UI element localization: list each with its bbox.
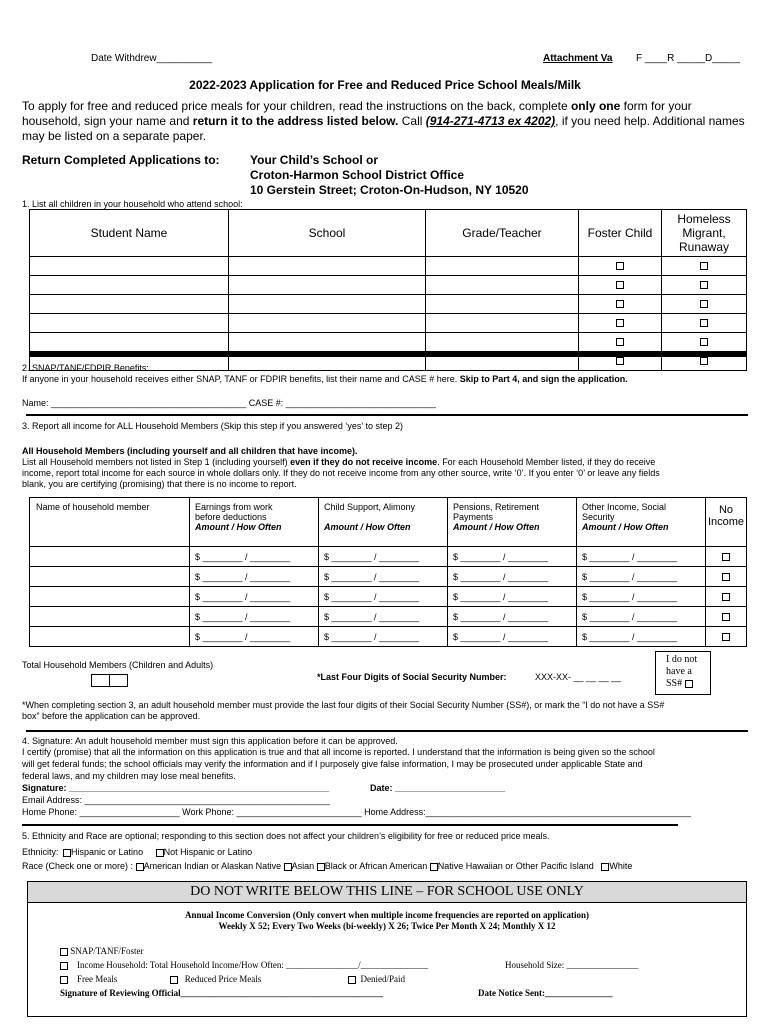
return-address: Your Child’s School or Croton-Harmon School District Office 10 Gerstein Street; Croton-On-Hudson, NY 10520	[250, 153, 529, 197]
other-income-cell[interactable]: $ ________ / ________	[577, 627, 706, 647]
header-other-income: Other Income, Social Security Amount / How Often	[577, 498, 706, 547]
student-name-cell[interactable]	[30, 295, 229, 314]
foster-cell	[579, 333, 662, 352]
step2-name-case[interactable]: Name: _______________________________________ CASE #: ______________________________	[22, 398, 436, 408]
header-no-income: No Income	[706, 498, 747, 547]
ethnicity-row: Ethnicity: Hispanic or Latino Not Hispanic or Latino	[22, 847, 253, 857]
divider-bar	[29, 351, 747, 357]
no-income-cell	[706, 567, 747, 587]
student-name-cell[interactable]	[30, 257, 229, 276]
grade-teacher-cell[interactable]	[426, 333, 579, 352]
other-income-cell[interactable]: $ ________ / ________	[577, 567, 706, 587]
step4-heading: 4. Signature: An adult household member must sign this application before it can be approved.	[22, 736, 398, 746]
office-date-notice[interactable]: Date Notice Sent:_______________	[478, 988, 613, 998]
child-row	[30, 314, 747, 333]
member-name-cell[interactable]	[30, 587, 190, 607]
grade-teacher-cell[interactable]	[426, 295, 579, 314]
office-income-row: Income Household: Total Household Income/How Often: ________________/_______________	[60, 960, 428, 970]
household-member-row	[30, 607, 747, 627]
foster-cell	[579, 295, 662, 314]
signature-field[interactable]: Signature: ____________________________________________________	[22, 783, 330, 793]
pensions-cell[interactable]: $ ________ / ________	[448, 627, 577, 647]
earnings-cell[interactable]: $ ________ / ________	[190, 587, 319, 607]
other-income-cell[interactable]: $ ________ / ________	[577, 547, 706, 567]
homeless-checkbox[interactable]	[700, 300, 708, 308]
office-use-banner: DO NOT WRITE BELOW THIS LINE – FOR SCHOOL USE ONLY	[27, 881, 747, 903]
pensions-cell[interactable]: $ ________ / ________	[448, 547, 577, 567]
children-table	[29, 209, 747, 371]
not-hispanic-checkbox[interactable]	[156, 849, 164, 857]
return-label: Return Completed Applications to:	[22, 153, 220, 167]
homeless-checkbox[interactable]	[700, 281, 708, 289]
pensions-cell[interactable]: $ ________ / ________	[448, 587, 577, 607]
header-child-support: Child Support, Alimony Amount / How Often	[319, 498, 448, 547]
total-members-label: Total Household Members (Children and Adults)	[22, 660, 214, 670]
form-title: 2022-2023 Application for Free and Reduced Price School Meals/Milk	[189, 78, 581, 92]
child-row	[30, 295, 747, 314]
household-member-row	[30, 567, 747, 587]
homeless-checkbox[interactable]	[700, 262, 708, 270]
race-asian-checkbox[interactable]	[284, 863, 292, 871]
conversion-line-1: Annual Income Conversion (Only convert when multiple income frequencies are reported on application)	[185, 910, 589, 920]
no-ssn-box: I do not have a SS#	[655, 651, 711, 695]
header-household-member: Name of household member	[30, 498, 190, 547]
office-denied-checkbox[interactable]	[348, 976, 356, 984]
no-income-checkbox[interactable]	[722, 593, 730, 601]
office-free-row: Free Meals	[60, 974, 117, 984]
race-black-checkbox[interactable]	[317, 863, 325, 871]
foster-checkbox[interactable]	[616, 262, 624, 270]
grade-teacher-cell[interactable]	[426, 257, 579, 276]
grade-teacher-cell[interactable]	[426, 276, 579, 295]
school-cell[interactable]	[229, 333, 426, 352]
status-codes: F ____R _____D_____	[636, 53, 740, 64]
header-grade-teacher: Grade/Teacher	[426, 210, 579, 257]
student-name-cell[interactable]	[30, 333, 229, 352]
hispanic-checkbox[interactable]	[63, 849, 71, 857]
office-reduced-row: Reduced Price Meals	[170, 974, 261, 984]
no-income-cell	[706, 587, 747, 607]
no-income-cell	[706, 547, 747, 567]
intro-paragraph: To apply for free and reduced price meals for your children, read the instructions on the back, complete only one form for your household, sign your name and return it to the address listed below. Call (914-271-4713 ex 4202), if you need help. Additional names may be listed on a separate paper.	[22, 99, 745, 143]
step4-text1: I certify (promise) that all the information on this application is true and that all income is reported. I understand that the information is being given so the school	[22, 747, 655, 757]
office-income-checkbox[interactable]	[60, 962, 68, 970]
foster-checkbox[interactable]	[616, 300, 624, 308]
child-support-cell[interactable]: $ ________ / ________	[319, 627, 448, 647]
step5-heading: 5. Ethnicity and Race are optional; responding to this section does not affect your children’s eligibility for free or reduced price meals.	[22, 831, 550, 841]
income-table	[29, 497, 747, 647]
step3-text3: blank, you are certifying (promising) that there is no income to report.	[22, 479, 297, 489]
step4-text2: will get federal funds; the school officials may verify the information and if I purposely give false information, I may be prosecuted under applicable State and	[22, 759, 643, 769]
homeless-cell	[662, 314, 747, 333]
homeless-cell	[662, 257, 747, 276]
other-income-cell[interactable]: $ ________ / ________	[577, 587, 706, 607]
no-income-cell	[706, 627, 747, 647]
member-name-cell[interactable]	[30, 567, 190, 587]
child-row	[30, 257, 747, 276]
student-name-cell[interactable]	[30, 276, 229, 295]
step3-text1: List all Household members not listed in Step 1 (including yourself) even if they do not receive income. For each Household Member listed, if they do receive	[22, 457, 656, 467]
foster-checkbox[interactable]	[616, 319, 624, 327]
header-homeless: Homeless Migrant, Runaway	[662, 210, 747, 257]
member-name-cell[interactable]	[30, 547, 190, 567]
no-income-checkbox[interactable]	[722, 613, 730, 621]
earnings-cell[interactable]: $ ________ / ________	[190, 607, 319, 627]
ssn-note-1: *When completing section 3, an adult household member must provide the last four digits of their Social Security Number (SS#), or mark the “I do not have a SS#	[22, 700, 665, 710]
earnings-cell[interactable]: $ ________ / ________	[190, 567, 319, 587]
no-ssn-checkbox[interactable]	[685, 680, 693, 688]
other-income-cell[interactable]: $ ________ / ________	[577, 607, 706, 627]
foster-checkbox[interactable]	[616, 281, 624, 289]
homeless-cell	[662, 276, 747, 295]
school-cell[interactable]	[229, 276, 426, 295]
school-cell[interactable]	[229, 295, 426, 314]
race-row: Race (Check one or more) : American Indian or Alaskan Native Asian Black or African American Native Hawaiian or Other Pacific Island White	[22, 861, 633, 871]
homeless-cell	[662, 295, 747, 314]
ssn-note-2: box” before the application can be approved.	[22, 711, 201, 721]
homeless-checkbox[interactable]	[700, 357, 708, 365]
header-pensions: Pensions, Retirement Payments Amount / How Often	[448, 498, 577, 547]
foster-cell	[579, 257, 662, 276]
step2-text: If anyone in your household receives either SNAP, TANF or FDPIR benefits, list their name and CASE # here. Skip to Part 4, and sign the application.	[22, 374, 628, 384]
pensions-cell[interactable]: $ ________ / ________	[448, 567, 577, 587]
total-members-input[interactable]	[91, 674, 128, 687]
homeless-checkbox[interactable]	[700, 338, 708, 346]
race-american-indian-checkbox[interactable]	[136, 863, 144, 871]
pensions-cell[interactable]: $ ________ / ________	[448, 607, 577, 627]
household-member-row	[30, 587, 747, 607]
child-support-cell[interactable]: $ ________ / ________	[319, 547, 448, 567]
conversion-line-2: Weekly X 52; Every Two Weeks (bi-weekly) X 26; Twice Per Month X 24; Monthly X 12	[218, 921, 556, 931]
foster-cell	[579, 276, 662, 295]
foster-checkbox[interactable]	[616, 338, 624, 346]
attachment-label: Attachment Va	[543, 53, 613, 64]
earnings-cell[interactable]: $ ________ / ________	[190, 547, 319, 567]
earnings-cell[interactable]: $ ________ / ________	[190, 627, 319, 647]
header-earnings: Earnings from work before deductions Amount / How Often	[190, 498, 319, 547]
ssn-label: *Last Four Digits of Social Security Number:	[317, 672, 507, 682]
step3-heading: 3. Report all income for ALL Household Members (Skip this step if you answered ‘yes’ to step 2)	[22, 421, 404, 431]
child-support-cell[interactable]: $ ________ / ________	[319, 587, 448, 607]
child-support-cell[interactable]: $ ________ / ________	[319, 607, 448, 627]
homeless-checkbox[interactable]	[700, 319, 708, 327]
member-name-cell[interactable]	[30, 607, 190, 627]
header-school: School	[229, 210, 426, 257]
office-household-size[interactable]: Household Size: ________________	[505, 960, 639, 970]
foster-cell	[579, 314, 662, 333]
date-field[interactable]: Date: ______________________	[370, 783, 506, 793]
no-income-checkbox[interactable]	[722, 553, 730, 561]
child-row	[30, 333, 747, 352]
office-denied-row: Denied/Paid	[348, 974, 405, 984]
step2-heading: 2. SNAP/TANF/FDPIR Benefits:	[22, 363, 149, 373]
office-snap-checkbox[interactable]	[60, 948, 68, 956]
step1-heading: 1. List all children in your household who attend school:	[22, 199, 243, 209]
office-signature[interactable]: Signature of Reviewing Official_____________________________________________	[60, 988, 384, 998]
no-income-checkbox[interactable]	[722, 633, 730, 641]
step3-bold-line: All Household Members (including yourself and all children that have income).	[22, 446, 358, 456]
foster-checkbox[interactable]	[616, 357, 624, 365]
step3-text2: income, report total income for each source in whole dollars only. If they do not receive income from any other source, write ‘0’. If you enter ‘0’ or leave any fields	[22, 468, 660, 478]
child-row	[30, 276, 747, 295]
office-snap-row: SNAP/TANF/Foster	[60, 946, 144, 956]
school-cell[interactable]	[229, 257, 426, 276]
office-reduced-checkbox[interactable]	[170, 976, 178, 984]
ssn-input[interactable]: XXX-XX- __ __ __ __	[535, 672, 622, 682]
no-income-checkbox[interactable]	[722, 573, 730, 581]
header-student-name: Student Name	[30, 210, 229, 257]
office-free-checkbox[interactable]	[60, 976, 68, 984]
household-member-row	[30, 547, 747, 567]
email-field[interactable]: Email Address: _________________________________________________	[22, 795, 330, 805]
child-support-cell[interactable]: $ ________ / ________	[319, 567, 448, 587]
header-foster-child: Foster Child	[579, 210, 662, 257]
divider-line-3	[22, 824, 678, 826]
step4-text3: federal laws, and my children may lose meal benefits.	[22, 771, 236, 781]
divider-line-2	[26, 730, 748, 732]
race-pacific-islander-checkbox[interactable]	[430, 863, 438, 871]
school-cell[interactable]	[229, 314, 426, 333]
no-income-cell	[706, 607, 747, 627]
homeless-cell	[662, 333, 747, 352]
date-withdrew: Date Withdrew__________	[91, 53, 213, 64]
divider-line	[26, 414, 748, 416]
student-name-cell[interactable]	[30, 314, 229, 333]
grade-teacher-cell[interactable]	[426, 314, 579, 333]
household-member-row	[30, 627, 747, 647]
member-name-cell[interactable]	[30, 627, 190, 647]
phone-address-fields[interactable]: Home Phone: ____________________ Work Phone: _________________________ Home Address:_____________________________________________________	[22, 807, 691, 817]
